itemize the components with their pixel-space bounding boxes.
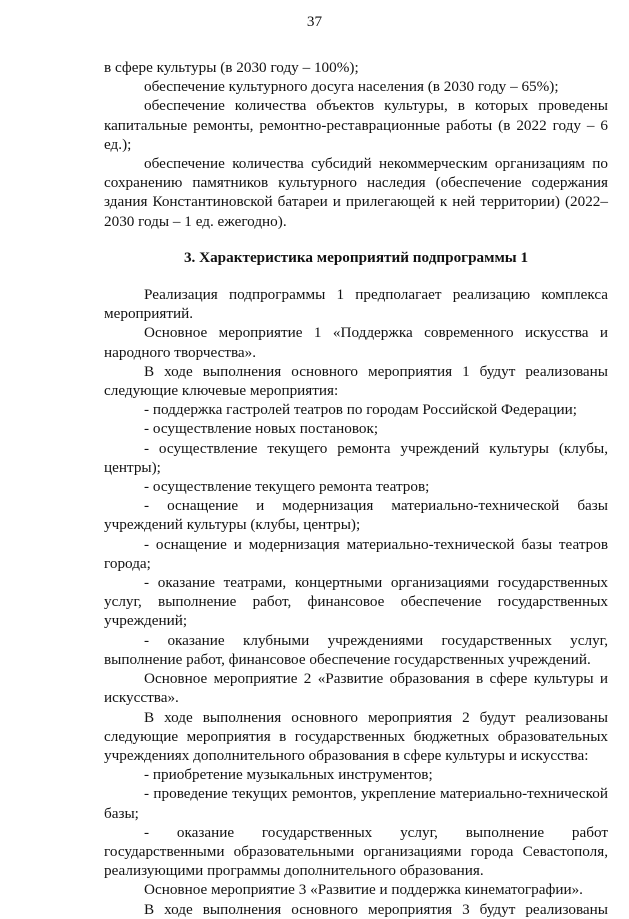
list-item: - оснащение и модернизация материально-технической базы театров города; bbox=[104, 535, 608, 572]
paragraph: в сфере культуры (в 2030 году – 100%); bbox=[104, 59, 359, 76]
paragraph: обеспечение количества субсидий некоммерческим организациям по сохранению памятников культурного наследия (обеспечение содержания здания Константиновской батареи и прилегающей к ней территории) (2022–2030 годы – 1 ед. ежегодно). bbox=[104, 155, 608, 230]
list-item: - осуществление новых постановок; bbox=[144, 420, 379, 438]
document-body bbox=[104, 58, 608, 919]
paragraph: Реализация подпрограммы 1 предполагает реализацию комплекса мероприятий. bbox=[104, 286, 608, 323]
list-item: - осуществление текущего ремонта театров; bbox=[144, 478, 430, 496]
paragraph: Основное мероприятие 3 «Развитие и поддержка кинематографии». bbox=[144, 881, 583, 899]
paragraph: В ходе выполнения основного мероприятия 1 будут реализованы следующие ключевые мероприятия: bbox=[104, 362, 608, 400]
paragraph: В ходе выполнения основного мероприятия 2 будут реализованы следующие мероприятия в государственных бюджетных образовательных учреждениях дополнительного образования в сфере культуры и искусства: bbox=[104, 708, 608, 764]
list-item: - оснащение и модернизация материально-технической базы учреждений культуры (клубы, центры); bbox=[104, 497, 608, 534]
list-item: - осуществление текущего ремонта учреждений культуры (клубы, центры); bbox=[104, 439, 608, 476]
list-item: - оказание государственных услуг, выполнение работ государственными образовательными организациями города Севастополя, реализующими программы дополнительного образования. bbox=[104, 823, 608, 880]
paragraph: обеспечение количества объектов культуры, в которых проведены капитальные ремонты, ремонтно-реставрационные работы (в 2022 году – 6 ед.); bbox=[104, 97, 608, 153]
list-item: - проведение текущих ремонтов, укрепление материально-технической базы; bbox=[104, 785, 608, 822]
list-item: - поддержка гастролей театров по городам Российской Федерации; bbox=[144, 401, 577, 419]
list-item: - приобретение музыкальных инструментов; bbox=[144, 766, 433, 784]
paragraph: Основное мероприятие 2 «Развитие образования в сфере культуры и искусства». bbox=[104, 670, 608, 707]
paragraph: обеспечение культурного досуга населения (в 2030 году – 65%); bbox=[144, 78, 559, 96]
list-item: - оказание клубными учреждениями государственных услуг, выполнение работ, финансовое обеспечение государственных учреждений. bbox=[104, 631, 608, 668]
page-number: 37 bbox=[306, 13, 323, 30]
list-item: - оказание театрами, концертными организациями государственных услуг, выполнение работ, финансовое обеспечение государственных учреждений; bbox=[104, 574, 608, 630]
paragraph: Основное мероприятие 1 «Поддержка современного искусства и народного творчества». bbox=[104, 324, 608, 361]
section-heading: 3. Характеристика мероприятий подпрограммы 1 bbox=[183, 248, 529, 266]
paragraph: В ходе выполнения основного мероприятия 3 будут реализованы bbox=[144, 900, 608, 918]
